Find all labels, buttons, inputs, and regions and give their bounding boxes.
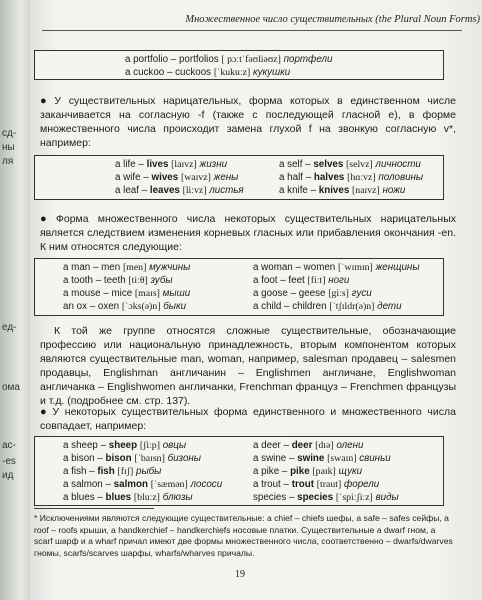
paragraph-f-to-v xyxy=(40,94,456,150)
transcription: [ˈkukuːz] xyxy=(213,67,251,78)
example-row: a sheep – sheep [ʃiːp] овцы xyxy=(63,440,187,451)
paragraph-same-forms xyxy=(40,405,456,433)
transcription: [ pɔːtˈfəʊliəʊz] xyxy=(221,54,281,65)
example-box-2 xyxy=(34,155,444,200)
example-row: a deer – deer [dɪə] олени xyxy=(253,440,364,451)
example-column-right xyxy=(279,158,443,199)
running-header: Множественное число существительных (the Plural Noun Forms) xyxy=(185,14,480,25)
spine-fragment: ас- xyxy=(2,440,16,451)
paragraph-root-vowels xyxy=(40,212,456,254)
example-row: a child – children [ˈtʃɪldr(ə)n] дети xyxy=(253,301,402,312)
example-row: a wife – wives [waɪvz] жены xyxy=(115,172,239,183)
example-row: a leaf – leaves [liːvz] листья xyxy=(115,185,244,196)
example-row: a woman – women [ˈwɪmɪn] женщины xyxy=(253,262,420,273)
spine-fragment: ны xyxy=(2,142,15,153)
paragraph-text: У существительных нарицательных, форма которых в единственном числе заканчивается на согласную -f (также с последующей гласной e), в форме множественного числа происходит замена глухой f на звонкую согласную v*, например: xyxy=(40,95,456,149)
spine-fragment: -es xyxy=(2,456,16,467)
header-rule xyxy=(42,30,462,31)
spine-fragment: сд- xyxy=(2,128,17,139)
example-row: a swine – swine [swaɪn] свиньи xyxy=(253,453,391,464)
singular: a portfolio xyxy=(125,54,169,65)
example-row: a cuckoo – cuckoos [ˈkukuːz] кукушки xyxy=(125,67,291,78)
footnote: * Исключениями являются следующие существительные: a chief – chiefs шефы, a safe – safes сейфы, a roof – roofs крыши, a handkerchief – handkerchiefs носовые платки. Существительные a dwarf гном, a scarf шарф и a wharf причал имеют две формы множественного числа, соответственно – dwarfs/dwarves гномы, scarfs/scarves шарфы, wharfs/wharves причалы. xyxy=(34,513,453,558)
page-number: 19 xyxy=(235,569,245,580)
singular: a cuckoo xyxy=(125,67,165,78)
plural: cuckoos xyxy=(175,67,212,78)
example-row: a salmon – salmon [ˈsæmən] лососи xyxy=(63,479,223,490)
example-row: an ox – oxen [ˈɔks(ə)n] быки xyxy=(63,301,187,312)
book-page xyxy=(30,0,482,600)
example-column-right xyxy=(253,439,443,505)
bullet-icon: ● xyxy=(40,95,52,107)
translation: кукушки xyxy=(253,67,291,78)
example-row: a mouse – mice [maɪs] мыши xyxy=(63,288,191,299)
example-row: species – species [ˈspiːʃiːz] виды xyxy=(253,492,399,503)
example-row: a bison – bison [ˈbaɪsn] бизоны xyxy=(63,453,202,464)
example-row: a fish – fish [fɪʃ] рыбы xyxy=(63,466,162,477)
translation: портфели xyxy=(283,54,333,65)
example-column-left xyxy=(63,439,253,505)
plural: portfolios xyxy=(178,54,219,65)
example-box-1 xyxy=(34,50,444,80)
example-column-right xyxy=(253,261,443,315)
spine-fragment: ид xyxy=(2,470,14,481)
paragraph-text: У некоторых существительных форма единственного и множественного числа совпадает, например: xyxy=(40,406,456,432)
example-box-3 xyxy=(34,258,444,316)
paragraph-compound-nouns: К той же группе относятся сложные существительные, обозначающие профессию или национальную принадлежность, вторым компонентом которых являются существительные man, woman, например, salesman продавец – salesmen продавцы, Englishman англичанин – Englishmen англичане, Englishwoman англичанка – Englishwomen англичанки, Frenchman француз – Frenchmen французы и т.д. (подробнее см. стр. 137). xyxy=(40,325,456,407)
example-row: a goose – geese [giːs] гуси xyxy=(253,288,372,299)
example-row: a knife – knives [naɪvz] ножи xyxy=(279,185,406,196)
example-row: a blues – blues [bluːz] блюзы xyxy=(63,492,193,503)
example-row: a half – halves [hɑːvz] половины xyxy=(279,172,424,183)
spine-fragment: ома xyxy=(2,382,20,393)
spine-fragment: ля xyxy=(2,156,14,167)
bullet-icon: ● xyxy=(40,406,50,418)
example-row: a man – men [men] мужчины xyxy=(63,262,191,273)
example-row: a trout – trout [traut] форели xyxy=(253,479,380,490)
bullet-icon: ● xyxy=(40,213,53,225)
example-row: a self – selves [selvz] личности xyxy=(279,159,421,170)
example-row: a life – lives [laɪvz] жизни xyxy=(115,159,228,170)
example-row: a pike – pike [paɪk] щуки xyxy=(253,466,363,477)
paragraph-text: Форма множественного числа некоторых существительных нарицательных является следствием изменения корневых гласных или прибавления окончания -en. К ним относятся следующие: xyxy=(40,213,456,253)
example-column-left xyxy=(63,261,253,315)
spine-fragment: ед- xyxy=(2,322,17,333)
example-row: a portfolio – portfolios [ pɔːtˈfəʊliəʊz] портфели xyxy=(125,54,333,65)
example-box-4 xyxy=(34,436,444,506)
footnote-rule xyxy=(34,508,154,509)
example-row: a tooth – teeth [tiːθ] зубы xyxy=(63,275,173,286)
book-spine xyxy=(0,0,34,600)
example-column-left xyxy=(115,158,279,199)
example-row: a foot – feet [fiːt] ноги xyxy=(253,275,350,286)
